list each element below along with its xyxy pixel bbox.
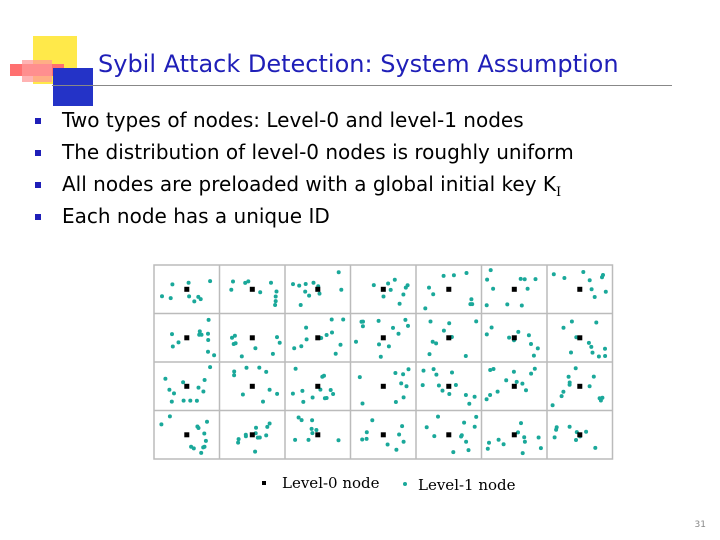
level1-node xyxy=(465,271,469,275)
level1-node xyxy=(568,383,572,387)
level1-node xyxy=(394,400,398,404)
level1-node xyxy=(485,332,489,336)
level0-node xyxy=(250,335,255,340)
level1-node xyxy=(253,346,257,350)
level1-node xyxy=(560,394,564,398)
level1-node xyxy=(275,335,279,339)
level1-node xyxy=(432,367,436,371)
level1-node xyxy=(539,446,543,450)
level1-node xyxy=(182,399,186,403)
level1-node xyxy=(523,440,527,444)
level1-node xyxy=(358,375,362,379)
level1-node xyxy=(199,451,203,455)
level0-node xyxy=(446,384,451,389)
level1-node xyxy=(241,393,245,397)
level1-node xyxy=(405,384,409,388)
level1-node xyxy=(192,299,196,303)
level1-node xyxy=(212,353,216,357)
level1-node xyxy=(299,344,303,348)
level0-node xyxy=(315,335,320,340)
level1-node xyxy=(462,421,466,425)
level1-node xyxy=(429,320,433,324)
level0-node xyxy=(381,335,386,340)
level1-node xyxy=(389,288,393,292)
level1-node xyxy=(325,333,329,337)
level0-node xyxy=(315,432,320,437)
level1-node xyxy=(320,375,324,379)
level1-node xyxy=(590,287,594,291)
level1-node xyxy=(464,393,468,397)
level1-node xyxy=(496,390,500,394)
level1-node xyxy=(524,388,528,392)
level1-node xyxy=(269,281,273,285)
level1-node xyxy=(275,392,279,396)
level1-node xyxy=(325,396,329,400)
level1-node xyxy=(379,355,383,359)
level1-node xyxy=(551,403,555,407)
level1-node xyxy=(521,451,525,455)
level1-node xyxy=(421,383,425,387)
level1-node xyxy=(232,370,236,374)
level1-node xyxy=(337,270,341,274)
level0-node xyxy=(446,335,451,340)
level1-node xyxy=(397,433,401,437)
level1-node xyxy=(434,341,438,345)
legend-level0-label: Level-0 node xyxy=(282,474,380,492)
level1-node xyxy=(599,399,603,403)
level1-node xyxy=(594,321,598,325)
bullet-text: All nodes are preloaded with a global initial key K xyxy=(62,172,557,196)
level1-node xyxy=(253,450,257,454)
level1-node xyxy=(292,346,296,350)
level1-node xyxy=(603,354,607,358)
level1-node xyxy=(206,350,210,354)
level1-node xyxy=(197,333,201,337)
level1-node xyxy=(168,414,172,418)
level1-node xyxy=(581,270,585,274)
level1-node xyxy=(160,294,164,298)
level1-node xyxy=(264,370,268,374)
level1-node xyxy=(181,380,185,384)
level1-node xyxy=(159,422,163,426)
level1-node xyxy=(554,428,558,432)
level1-node xyxy=(467,448,471,452)
level1-node xyxy=(391,326,395,330)
level1-node xyxy=(361,324,365,328)
level1-node xyxy=(491,287,495,291)
level1-node xyxy=(574,438,578,442)
level1-node xyxy=(240,354,244,358)
level1-node xyxy=(300,418,304,422)
level1-node xyxy=(303,290,307,294)
level1-node xyxy=(334,352,338,356)
level1-node xyxy=(593,295,597,299)
level1-node xyxy=(601,273,605,277)
level1-node xyxy=(516,330,520,334)
level1-node xyxy=(434,373,438,377)
level1-node xyxy=(497,438,501,442)
level1-node xyxy=(485,397,489,401)
level1-node xyxy=(574,366,578,370)
level1-node xyxy=(527,333,531,337)
level1-node xyxy=(201,390,205,394)
level1-node xyxy=(473,425,477,429)
level1-node xyxy=(170,400,174,404)
level1-node xyxy=(300,389,304,393)
level1-node xyxy=(268,388,272,392)
level1-node xyxy=(403,318,407,322)
level0-node xyxy=(184,384,189,389)
level1-node xyxy=(584,430,588,434)
level1-node xyxy=(198,329,202,333)
level1-node xyxy=(192,446,196,450)
level1-node xyxy=(490,326,494,330)
level1-node xyxy=(505,302,509,306)
level1-node xyxy=(268,422,272,426)
level1-node xyxy=(261,400,265,404)
level1-node xyxy=(504,378,508,382)
level1-node xyxy=(520,304,524,308)
level1-node xyxy=(442,329,446,333)
level1-node xyxy=(422,369,426,373)
level1-node xyxy=(603,347,607,351)
level1-node xyxy=(437,384,441,388)
level1-node xyxy=(401,372,405,376)
level1-node xyxy=(318,292,322,296)
level0-node xyxy=(250,287,255,292)
level1-node xyxy=(469,297,473,301)
level1-node xyxy=(331,392,335,396)
level1-node xyxy=(195,399,199,403)
level1-node xyxy=(604,290,608,294)
level1-node xyxy=(587,341,591,345)
level1-node xyxy=(473,395,477,399)
level1-node xyxy=(536,346,540,350)
level1-node xyxy=(552,272,556,276)
level1-node xyxy=(399,381,403,385)
level1-node xyxy=(293,438,297,442)
level1-node xyxy=(407,367,411,371)
level1-node xyxy=(236,441,240,445)
level0-node xyxy=(577,384,582,389)
level1-node xyxy=(205,420,209,424)
level1-node xyxy=(406,283,410,287)
level1-node xyxy=(237,437,241,441)
level1-node xyxy=(489,268,493,272)
level1-node xyxy=(519,277,523,281)
level1-node xyxy=(402,440,406,444)
level1-node xyxy=(299,303,303,307)
level0-node xyxy=(512,384,517,389)
level1-node xyxy=(512,370,516,374)
level1-node xyxy=(361,402,365,406)
level1-node xyxy=(436,415,440,419)
level1-node xyxy=(232,342,236,346)
level1-node xyxy=(593,446,597,450)
level1-node xyxy=(468,302,472,306)
level1-node xyxy=(172,391,176,395)
level1-node xyxy=(264,433,268,437)
level1-node xyxy=(464,440,468,444)
level1-node xyxy=(167,388,171,392)
level1-node xyxy=(274,299,278,303)
level1-node xyxy=(450,371,454,375)
level1-node xyxy=(206,332,210,336)
level1-node xyxy=(431,340,435,344)
level1-node xyxy=(297,416,301,420)
level1-node xyxy=(254,426,258,430)
level1-node xyxy=(400,424,404,428)
level1-node xyxy=(196,295,200,299)
level1-node xyxy=(163,377,167,381)
level1-node xyxy=(187,281,191,285)
level1-node xyxy=(229,288,233,292)
level0-node xyxy=(577,335,582,340)
level1-node xyxy=(197,386,201,390)
level1-node xyxy=(246,279,250,283)
level1-node xyxy=(201,445,205,449)
level1-node xyxy=(177,340,181,344)
level1-node xyxy=(591,351,595,355)
legend-level0-marker xyxy=(262,481,266,485)
bullet-text: Each node has a unique ID xyxy=(62,204,330,228)
level1-node xyxy=(297,284,301,288)
level1-node xyxy=(187,294,191,298)
level0-node xyxy=(315,384,320,389)
level1-node xyxy=(170,332,174,336)
level1-node xyxy=(339,343,343,347)
level1-node xyxy=(311,396,315,400)
level1-node xyxy=(553,435,557,439)
legend-level1-label: Level-1 node xyxy=(418,476,516,494)
level1-node xyxy=(365,437,369,441)
level1-node xyxy=(588,384,592,388)
level0-node xyxy=(512,432,517,437)
level1-node xyxy=(273,303,277,307)
level1-node xyxy=(382,295,386,299)
level1-node xyxy=(533,367,537,371)
level1-node xyxy=(291,282,295,286)
legend xyxy=(262,474,516,494)
level1-node xyxy=(337,438,341,442)
level1-node xyxy=(464,354,468,358)
level1-node xyxy=(329,388,333,392)
level1-node xyxy=(188,399,192,403)
level0-node xyxy=(315,287,320,292)
level0-node xyxy=(184,432,189,437)
level1-node xyxy=(271,352,275,356)
level1-node xyxy=(427,286,431,290)
level0-node xyxy=(250,432,255,437)
slide-title: Sybil Attack Detection: System Assumption xyxy=(98,50,619,78)
level1-node xyxy=(492,367,496,371)
level1-node xyxy=(339,288,343,292)
level0-node xyxy=(446,287,451,292)
page-number: 31 xyxy=(694,520,706,530)
level1-node xyxy=(233,334,237,338)
level1-node xyxy=(207,318,211,322)
level1-node xyxy=(330,318,334,322)
level0-node xyxy=(184,335,189,340)
level1-node xyxy=(258,436,262,440)
level1-node xyxy=(301,400,305,404)
level1-node xyxy=(360,320,364,324)
level1-node xyxy=(312,281,316,285)
level1-node xyxy=(561,390,565,394)
level1-node xyxy=(460,433,464,437)
level1-node xyxy=(401,293,405,297)
level1-node xyxy=(274,295,278,299)
level1-node xyxy=(265,425,269,429)
level1-node xyxy=(567,375,571,379)
level1-node xyxy=(170,282,174,286)
level1-node xyxy=(592,375,596,379)
level1-node xyxy=(562,276,566,280)
level1-node xyxy=(377,342,381,346)
level1-node xyxy=(394,448,398,452)
level1-node xyxy=(244,433,248,437)
level1-node xyxy=(275,290,279,294)
level1-node xyxy=(537,436,541,440)
level1-node xyxy=(474,415,478,419)
level0-node xyxy=(577,432,582,437)
level1-node xyxy=(515,380,519,384)
level1-node xyxy=(402,395,406,399)
level1-node xyxy=(231,280,235,284)
level0-node xyxy=(381,432,386,437)
level1-node xyxy=(202,432,206,436)
bullet-text: The distribution of level-0 nodes is roughly uniform xyxy=(62,140,574,164)
level1-node xyxy=(562,326,566,330)
level1-node xyxy=(398,302,402,306)
level1-node xyxy=(208,279,212,283)
bullet-text: Two types of nodes: Level-0 and level-1 nodes xyxy=(62,108,524,132)
level1-node xyxy=(522,435,526,439)
level1-node xyxy=(169,296,173,300)
level1-node xyxy=(532,354,536,358)
level1-node xyxy=(258,290,262,294)
level1-node xyxy=(204,439,208,443)
level1-node xyxy=(447,321,451,325)
level0-node xyxy=(512,287,517,292)
level1-node xyxy=(305,337,309,341)
level1-node xyxy=(294,367,298,371)
level1-node xyxy=(310,427,314,431)
level1-node xyxy=(257,366,261,370)
level1-node xyxy=(232,373,236,377)
level1-node xyxy=(425,425,429,429)
level1-node xyxy=(502,442,506,446)
level1-node xyxy=(386,443,390,447)
level1-node xyxy=(432,434,436,438)
level0-node xyxy=(381,384,386,389)
level1-node xyxy=(568,425,572,429)
level0-node xyxy=(250,384,255,389)
level0-node xyxy=(381,287,386,292)
level1-node xyxy=(304,326,308,330)
level1-node xyxy=(278,341,282,345)
level1-node xyxy=(397,332,401,336)
level1-node xyxy=(589,345,593,349)
bullet-subscript: I xyxy=(556,185,562,200)
level1-node xyxy=(171,345,175,349)
level1-node xyxy=(387,344,391,348)
level1-node xyxy=(507,336,511,340)
level1-node xyxy=(529,342,533,346)
level1-node xyxy=(452,273,456,277)
level1-node xyxy=(523,277,527,281)
level1-node xyxy=(519,421,523,425)
level1-node xyxy=(442,274,446,278)
level1-node xyxy=(310,431,314,435)
level1-node xyxy=(197,426,201,430)
level1-node xyxy=(372,283,376,287)
level1-node xyxy=(365,430,369,434)
level0-node xyxy=(446,432,451,437)
level1-node xyxy=(307,294,311,298)
level0-node xyxy=(512,335,517,340)
level1-node xyxy=(360,438,364,442)
level1-node xyxy=(441,389,445,393)
level1-node xyxy=(393,278,397,282)
grid-layer xyxy=(154,265,613,459)
level1-node xyxy=(393,371,397,375)
level1-node xyxy=(245,366,249,370)
level1-node xyxy=(291,392,295,396)
legend-level1-marker xyxy=(403,482,407,486)
level1-node xyxy=(487,441,491,445)
level1-node xyxy=(467,402,471,406)
level1-node xyxy=(423,306,427,310)
level1-node xyxy=(370,418,374,422)
level1-node xyxy=(485,303,489,307)
level1-node xyxy=(597,355,601,359)
level1-node xyxy=(431,292,435,296)
level1-node xyxy=(488,393,492,397)
level1-node xyxy=(206,338,210,342)
level1-node xyxy=(314,428,318,432)
level1-node xyxy=(534,277,538,281)
level1-node xyxy=(386,282,390,286)
level1-node xyxy=(569,351,573,355)
level1-node xyxy=(474,319,478,323)
level1-node xyxy=(451,450,455,454)
level1-node xyxy=(304,282,308,286)
level1-node xyxy=(486,447,490,451)
level1-node xyxy=(310,418,314,422)
level1-node xyxy=(208,365,212,369)
level1-node xyxy=(330,331,334,335)
level1-node xyxy=(447,392,451,396)
level1-node xyxy=(406,324,410,328)
level1-node xyxy=(354,340,358,344)
level1-node xyxy=(570,320,574,324)
level1-node xyxy=(485,278,489,282)
level1-node xyxy=(203,378,207,382)
level0-node xyxy=(577,287,582,292)
level1-node xyxy=(341,318,345,322)
level0-node xyxy=(184,287,189,292)
level1-node xyxy=(588,278,592,282)
level1-node xyxy=(454,383,458,387)
level1-node xyxy=(428,352,432,356)
level1-node xyxy=(377,319,381,323)
level1-node xyxy=(520,382,524,386)
level1-node xyxy=(529,372,533,376)
level1-node xyxy=(307,438,311,442)
level1-node xyxy=(526,287,530,291)
